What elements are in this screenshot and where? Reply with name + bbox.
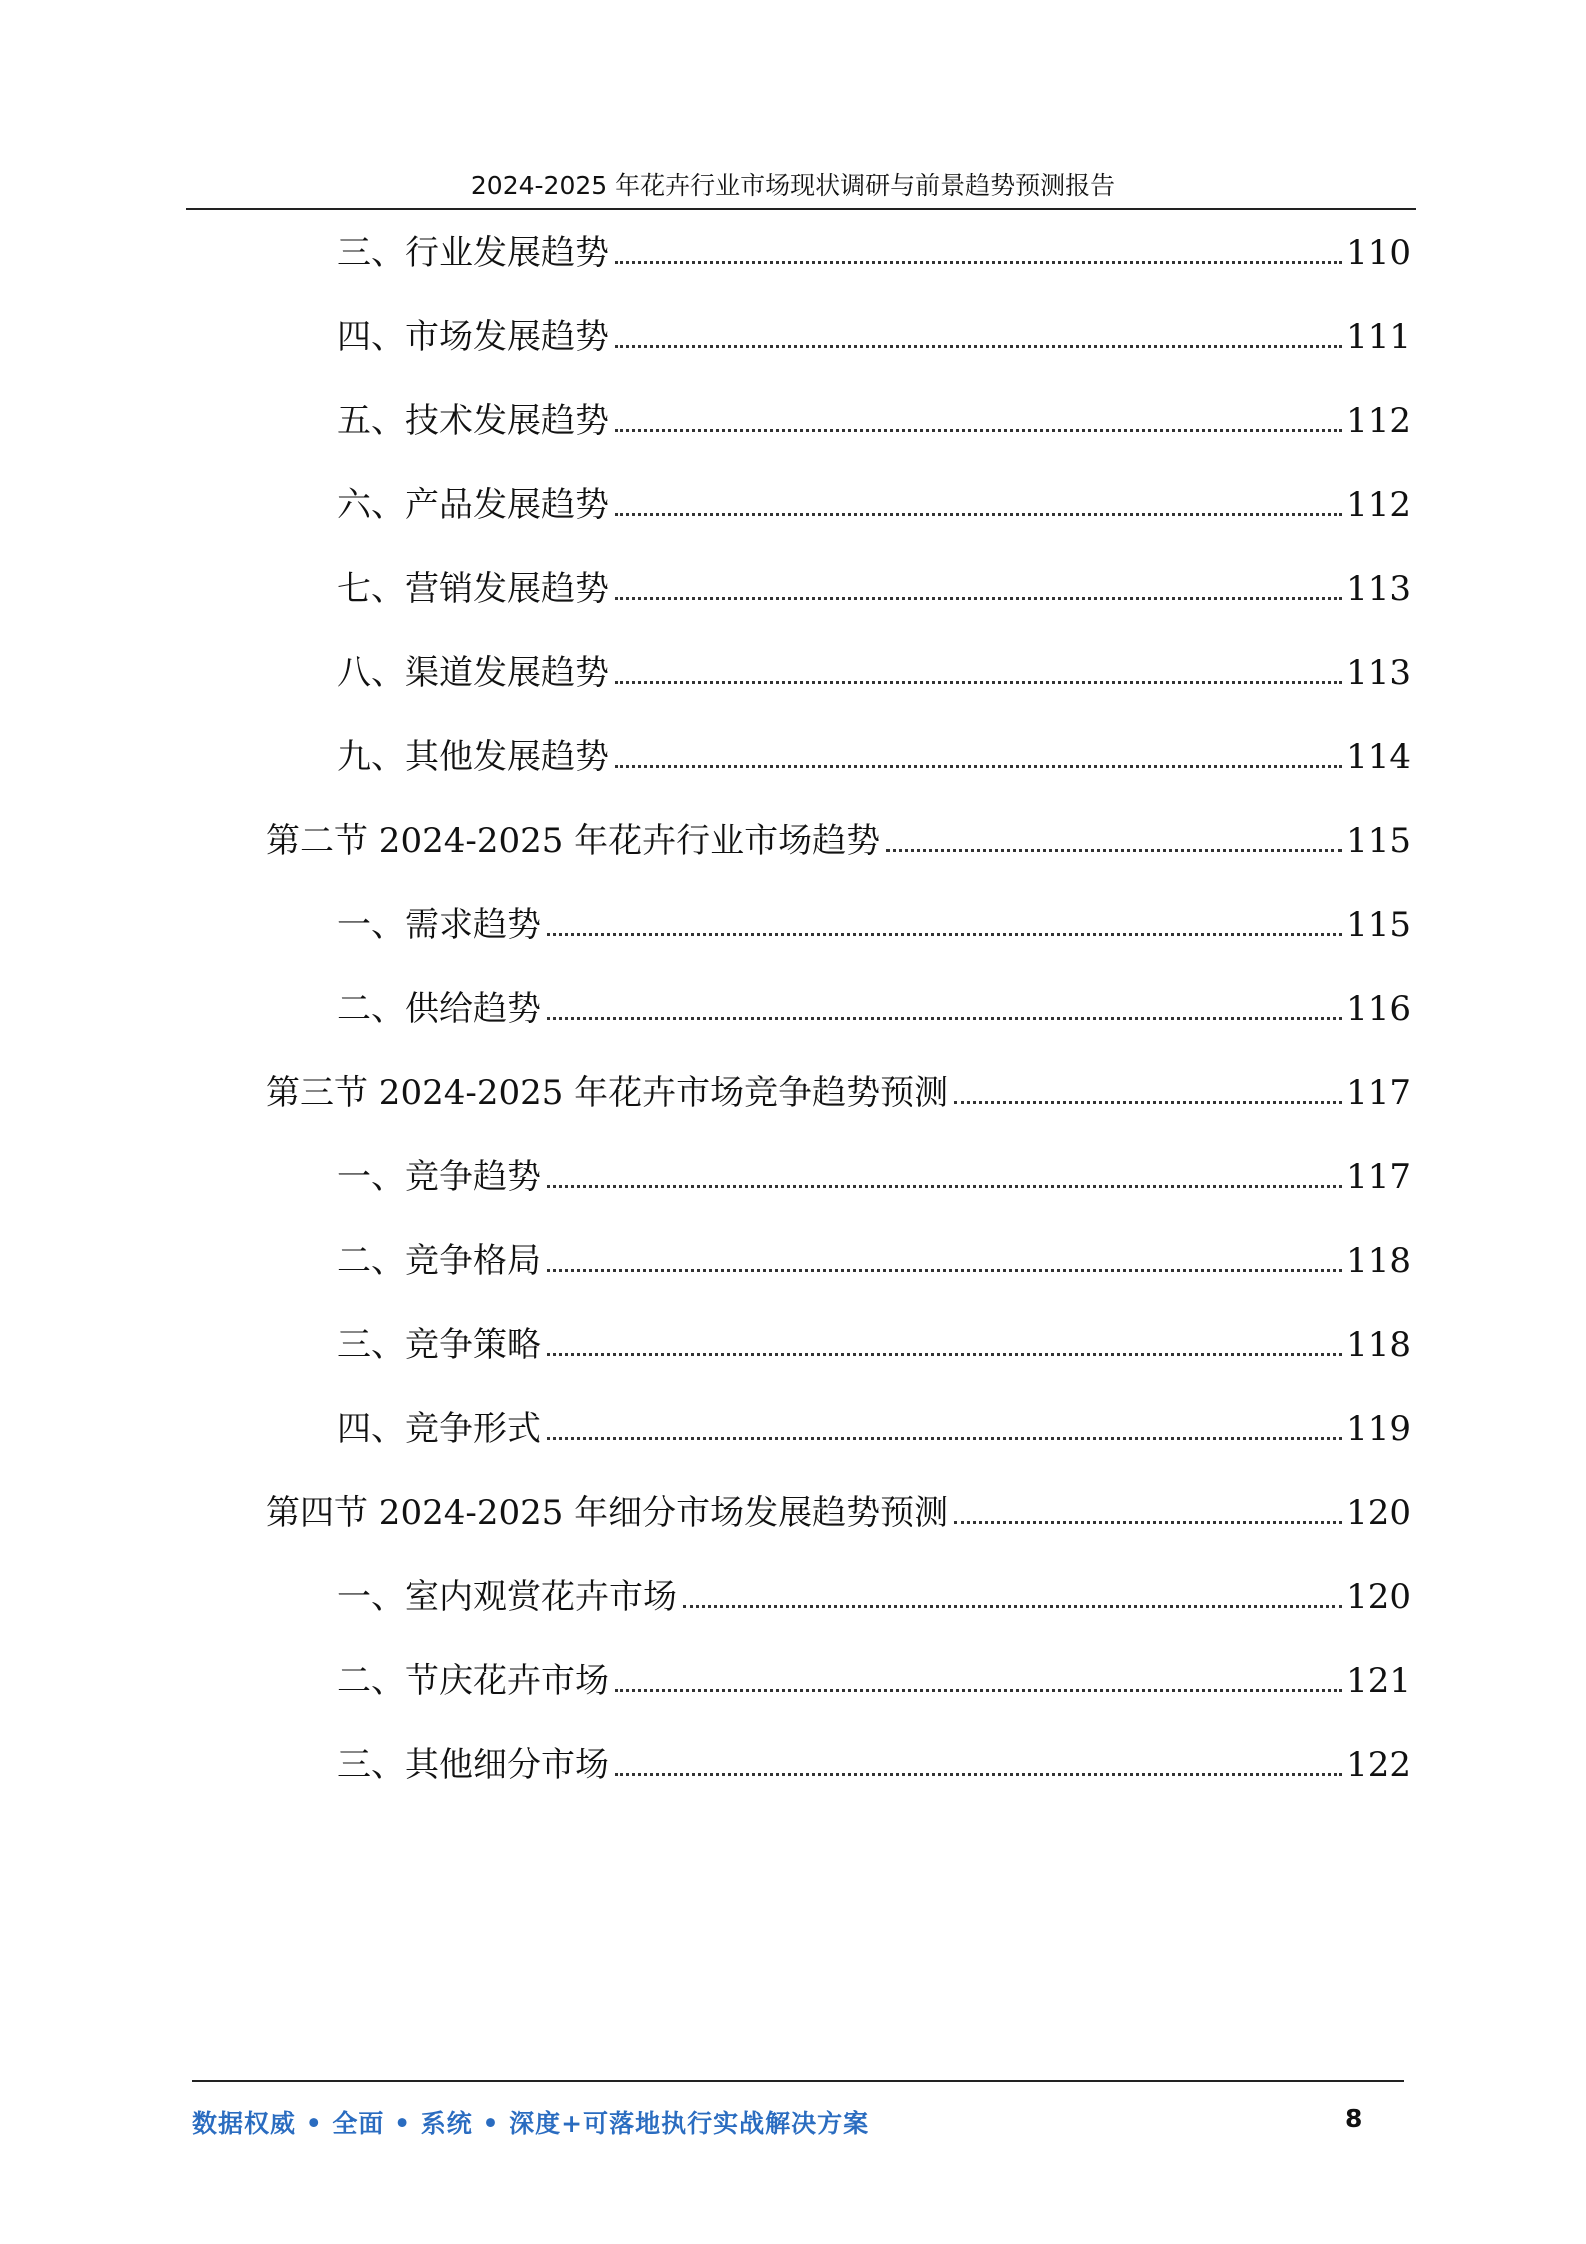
- footer-divider: [192, 2080, 1404, 2082]
- toc-leader-dots: [547, 1437, 1342, 1440]
- toc-entry-label: 第四节 2024-2025 年细分市场发展趋势预测: [266, 1493, 949, 1533]
- toc-entry[interactable]: [337, 315, 1411, 359]
- toc-entry-label: 七、营销发展趋势: [337, 569, 609, 609]
- toc-leader-dots: [615, 597, 1342, 600]
- toc-leader-dots: [954, 1101, 1342, 1104]
- toc-leader-dots: [615, 261, 1342, 264]
- toc-entry-page: 110: [1346, 233, 1411, 273]
- toc-entry-page: 112: [1346, 401, 1411, 441]
- toc-leader-dots: [615, 1689, 1342, 1692]
- toc-section-entry[interactable]: [266, 1071, 1411, 1115]
- toc-entry-page: 115: [1346, 821, 1411, 861]
- toc-section-entry[interactable]: [266, 819, 1411, 863]
- toc-entry[interactable]: [337, 903, 1411, 947]
- toc-entry[interactable]: [337, 483, 1411, 527]
- toc-entry-label: 二、供给趋势: [337, 989, 541, 1029]
- toc-entry[interactable]: [337, 987, 1411, 1031]
- toc-entry[interactable]: [337, 735, 1411, 779]
- toc-leader-dots: [683, 1605, 1342, 1608]
- toc-entry[interactable]: [337, 1155, 1411, 1199]
- toc-entry-page: 117: [1346, 1073, 1411, 1113]
- toc-entry[interactable]: [337, 1323, 1411, 1367]
- toc-entry[interactable]: [337, 1575, 1411, 1619]
- toc-entry-page: 122: [1346, 1745, 1411, 1785]
- toc-leader-dots: [886, 849, 1342, 852]
- footer-slogan: 数据权威 • 全面 • 系统 • 深度+可落地执行实战解决方案: [192, 2109, 870, 2138]
- toc-entry-label: 一、需求趋势: [337, 905, 541, 945]
- toc-entry-page: 114: [1346, 737, 1411, 777]
- toc-entry-label: 一、室内观赏花卉市场: [337, 1577, 677, 1617]
- toc-entry[interactable]: [337, 1239, 1411, 1283]
- toc-leader-dots: [615, 345, 1342, 348]
- toc-entry-label: 八、渠道发展趋势: [337, 653, 609, 693]
- toc-leader-dots: [547, 1353, 1342, 1356]
- page-number: 8: [1345, 2104, 1363, 2133]
- toc-entry-page: 112: [1346, 485, 1411, 525]
- toc-entry-label: 二、竞争格局: [337, 1241, 541, 1281]
- toc-entry[interactable]: [337, 567, 1411, 611]
- toc-entry[interactable]: [337, 1659, 1411, 1703]
- toc-leader-dots: [615, 429, 1342, 432]
- toc-entry-page: 115: [1346, 905, 1411, 945]
- toc-entry-page: 111: [1346, 317, 1411, 357]
- toc-leader-dots: [547, 1269, 1342, 1272]
- toc-entry-page: 118: [1346, 1325, 1411, 1365]
- toc-entry-label: 第三节 2024-2025 年花卉市场竞争趋势预测: [266, 1073, 949, 1113]
- toc-leader-dots: [615, 513, 1342, 516]
- toc-leader-dots: [954, 1521, 1342, 1524]
- toc-entry-label: 二、节庆花卉市场: [337, 1661, 609, 1701]
- toc-entry-label: 第二节 2024-2025 年花卉行业市场趋势: [266, 821, 881, 861]
- toc-entry[interactable]: [337, 231, 1411, 275]
- toc-entry-page: 116: [1346, 989, 1411, 1029]
- toc-entry-page: 118: [1346, 1241, 1411, 1281]
- toc-entry-label: 三、行业发展趋势: [337, 233, 609, 273]
- toc-entry-label: 九、其他发展趋势: [337, 737, 609, 777]
- report-title: 2024-2025 年花卉行业市场现状调研与前景趋势预测报告: [470, 171, 1116, 200]
- toc-entry[interactable]: [337, 399, 1411, 443]
- toc-entry-label: 三、竞争策略: [337, 1325, 541, 1365]
- toc-entry-label: 三、其他细分市场: [337, 1745, 609, 1785]
- toc-entry-label: 六、产品发展趋势: [337, 485, 609, 525]
- toc-entry-page: 120: [1346, 1577, 1411, 1617]
- toc-entry[interactable]: [337, 651, 1411, 695]
- toc-section-entry[interactable]: [266, 1491, 1411, 1535]
- toc-entry-page: 113: [1346, 653, 1411, 693]
- toc-entry-page: 117: [1346, 1157, 1411, 1197]
- toc-entry-label: 五、技术发展趋势: [337, 401, 609, 441]
- toc-entry-label: 四、市场发展趋势: [337, 317, 609, 357]
- toc-leader-dots: [615, 765, 1342, 768]
- toc-entry-label: 一、竞争趋势: [337, 1157, 541, 1197]
- toc-entry-page: 113: [1346, 569, 1411, 609]
- toc-leader-dots: [547, 1185, 1342, 1188]
- toc-leader-dots: [615, 681, 1342, 684]
- toc-entry[interactable]: [337, 1407, 1411, 1451]
- toc-leader-dots: [615, 1773, 1342, 1776]
- toc-entry-page: 119: [1346, 1409, 1411, 1449]
- toc-entry-page: 121: [1346, 1661, 1411, 1701]
- toc-entry[interactable]: [337, 1743, 1411, 1787]
- toc-leader-dots: [547, 933, 1342, 936]
- toc-entry-label: 四、竞争形式: [337, 1409, 541, 1449]
- toc-entry-page: 120: [1346, 1493, 1411, 1533]
- toc-leader-dots: [547, 1017, 1342, 1020]
